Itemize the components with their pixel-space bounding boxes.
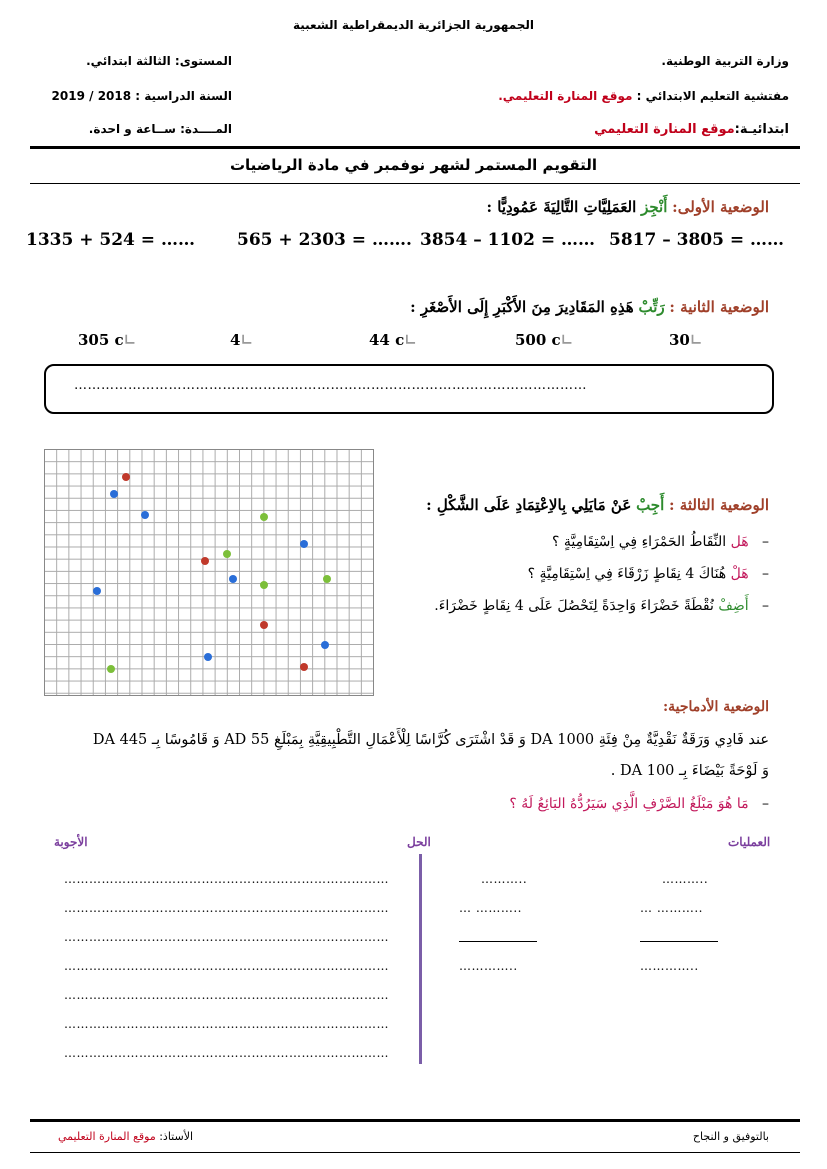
situation1-instruction: العَمَلِيَّاتِ التَّالِيَةَ عَمُودِيًّا : [486, 198, 637, 216]
operation-2: 565 + 2303 = ……. [237, 230, 412, 250]
solution-header: الحل [407, 835, 431, 849]
situation3-heading [426, 496, 769, 514]
school-label: ابتدائيـة: [734, 122, 789, 137]
situation2-label: الوضعية الثانية : [669, 298, 769, 316]
bullet: – [762, 598, 769, 614]
integration-label: الوضعية الأدماجية: [662, 699, 769, 715]
situation2-heading [410, 298, 769, 316]
question-3-verb: أَضِفْ [718, 598, 749, 614]
blue-point [110, 490, 118, 498]
answer-line[interactable]: …………………………………………………………………… [64, 901, 389, 915]
situation3-label: الوضعية الثالثة : [669, 496, 769, 514]
header-rule [30, 146, 800, 149]
blue-point [321, 641, 329, 649]
green-point [107, 665, 115, 673]
teacher-value: موقع المنارة التعليمي [58, 1130, 156, 1143]
bullet: – [762, 534, 769, 550]
operation-dots[interactable]: ……….. [481, 872, 528, 886]
inspection-value: موقع المنارة التعليمي. [498, 89, 633, 103]
operation-dots[interactable]: ………….. [640, 959, 699, 973]
operations-row [26, 230, 784, 250]
red-point [260, 621, 268, 629]
operation-1: 1335 + 524 = …… [26, 230, 195, 250]
green-point [260, 513, 268, 521]
blue-point [300, 540, 308, 548]
question-1-text: النِّقَاطُ الحَمْرَاءِ فِي اِسْتِقَامِيَّةٍ ؟ [552, 534, 727, 550]
integration-text-1: عند فَادِي وَرَقَةٌ نَقْدِيَّةٌ مِنْ فِئَةِ 1000 DA وَ قَدْ اشْتَرَى كُرَّاسًا لِلْأَعْمَالِ التَّطْبِيقِيَّةِ بِمَبْلَغِ 55 AD وَ قَامُوسًا بِـ 445 DA [92, 732, 769, 748]
operation-dots[interactable]: … ……….. [640, 901, 703, 915]
school-line [594, 122, 789, 137]
green-point [223, 550, 231, 558]
unit-2: 4∟ [230, 331, 254, 349]
answer-line[interactable]: …………………………………………………………………… [64, 872, 389, 886]
operation-dots[interactable]: ……….. [662, 872, 709, 886]
footer-bottom-rule [30, 1152, 800, 1153]
good-luck-text: بالتوفيق و النجاح [692, 1130, 769, 1143]
solution-divider [419, 854, 422, 1064]
school-value: موقع المنارة التعليمي [594, 122, 735, 137]
question-1-verb: هَل [730, 534, 749, 550]
situation1-verb: أَنْجِز [641, 198, 668, 216]
year-label: السنة الدراسية : 2018 / 2019 [51, 89, 232, 103]
unit-5: 30∟ [669, 331, 703, 349]
duration-label: المــــدة: ســاعة و احدة. [88, 122, 232, 136]
answer-line[interactable]: …………………………………………………………………… [64, 1017, 389, 1031]
question-3 [434, 598, 769, 614]
unit-3: 44 c∟ [369, 331, 417, 349]
question-2-verb: هَلْ [730, 566, 749, 582]
operation-underline [640, 941, 718, 942]
operation-3: 3854 – 1102 = …… [420, 230, 596, 250]
answer-line[interactable]: …………………………………………………………………… [64, 959, 389, 973]
inspection-line [498, 89, 789, 103]
answers-header: الأجوبة [54, 835, 88, 849]
situation1-heading [486, 198, 769, 216]
red-point [122, 473, 130, 481]
answer-line[interactable]: …………………………………………………………………… [64, 988, 389, 1002]
question-2-text: هُنَاكَ 4 نِقَاطٍ زَرْقَاءَ فِي اِسْتِقَامِيَّةٍ ؟ [527, 566, 727, 582]
situation3-verb: أَجِبْ [636, 496, 665, 514]
footer-rule [30, 1119, 800, 1122]
operation-dots[interactable]: ………….. [459, 959, 518, 973]
blue-point [204, 653, 212, 661]
operations-header: العمليات [728, 835, 771, 849]
situation2-verb: رَتِّبْ [638, 298, 665, 316]
title-rule [30, 183, 800, 184]
situation1-label: الوضعية الأولى: [672, 198, 769, 216]
unit-1: 305 c∟ [78, 331, 137, 349]
situation2-instruction: هَذِهِ المَقَادِيرَ مِنَ الأَكْبَرِ إِلَى الأَصْغَرِ : [410, 298, 634, 316]
page-title: التقويم المستمر لشهر نوفمبر في مادة الرياضيات [229, 156, 598, 174]
operation-dots[interactable]: … ……….. [459, 901, 522, 915]
teacher-label: الأستاذ: [159, 1130, 194, 1143]
teacher-line [58, 1130, 193, 1143]
answer-box-dots: …………………………………………………………………………………………………… [74, 378, 587, 393]
inspection-label: مفتشية التعليم الابتدائي : [636, 89, 789, 103]
blue-point [141, 511, 149, 519]
green-point [260, 581, 268, 589]
red-point [201, 557, 209, 565]
integration-text-2: وَ لَوْحَةً بَيْضَاءَ بِـ 100 DA . [610, 763, 769, 779]
answer-box[interactable] [44, 364, 774, 414]
bullet: – [762, 796, 769, 812]
question-2 [528, 566, 769, 582]
blue-point [93, 587, 101, 595]
republic-title: الجمهورية الجزائرية الديمقراطية الشعبية [292, 18, 535, 32]
operation-4: 5817 – 3805 = …… [609, 230, 785, 250]
ministry-label: وزارة التربية الوطنية. [661, 54, 789, 68]
green-point [323, 575, 331, 583]
red-point [300, 663, 308, 671]
situation3-instruction: عَنْ مَايَلِي بِالاِعْتِمَادِ عَلَى الشَّكْلِ : [426, 496, 632, 514]
answer-line[interactable]: …………………………………………………………………… [64, 1046, 389, 1060]
answer-line[interactable]: …………………………………………………………………… [64, 930, 389, 944]
bullet: – [762, 566, 769, 582]
operation-underline [459, 941, 537, 942]
level-label: المستوى: الثالثة ابتدائي. [86, 54, 232, 68]
question-1 [552, 534, 769, 550]
question-3-text: نُقْطَةً خَضْرَاءَ وَاحِدَةً لِتَحْصُلَ عَلَى 4 نِقَاطٍ خَضْرَاءَ. [434, 598, 714, 614]
unit-4: 500 c∟ [515, 331, 574, 349]
integration-question-text: مَا هُوَ مَبْلَغُ الصَّرْفِ الَّذِي سَيَرُدُّهُ البَائِعُ لَهُ ؟ [509, 796, 749, 812]
integration-question [509, 796, 769, 812]
blue-point [229, 575, 237, 583]
